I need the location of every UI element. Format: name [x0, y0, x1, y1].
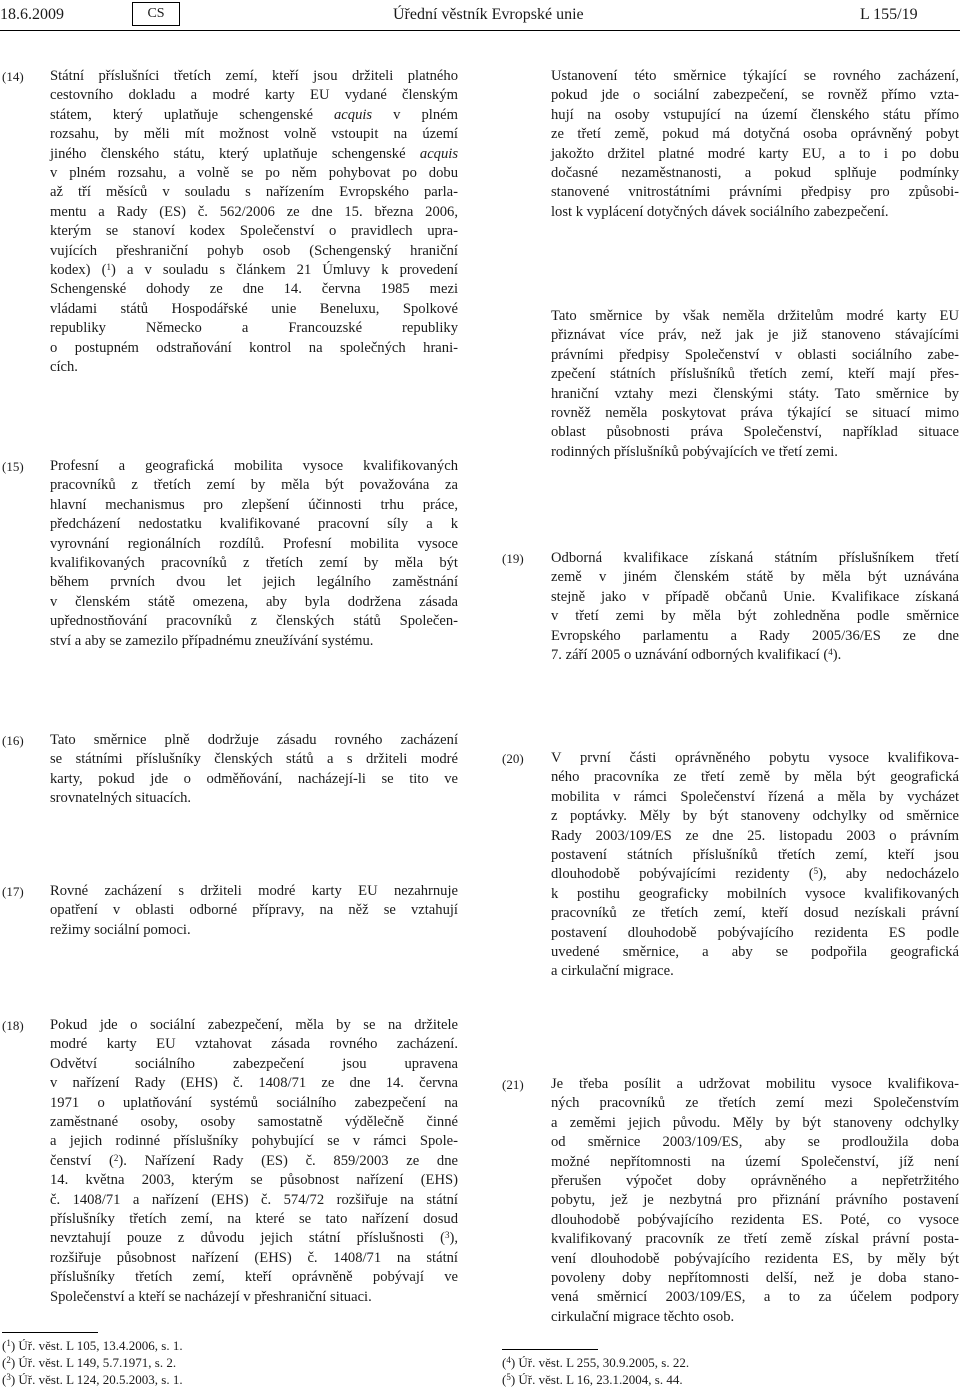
text-line: v členském státě omezena, aby byla dodržena zásada: [50, 593, 458, 610]
footnote-reference: 2: [113, 1152, 119, 1163]
text-line: Rady 2003/109/ES ze dne 25. listopadu 2003 o právním: [551, 827, 959, 844]
text-line: nevztahují pouze z důvodu jejich státní příslušnosti ($^3$),: [50, 1230, 458, 1247]
text-line: Rovné zacházení s držiteli modré karty EU nezahrnuje: [50, 883, 458, 899]
text-line: příslušníky třetích zemí, na které se tato nařízení dosud: [50, 1211, 458, 1228]
recital-number: (17): [2, 884, 24, 899]
text-line: v třetí zemi by měla být zohledněna podle směrnice: [551, 608, 959, 625]
footnote: ($^1$) Úř. věst. L 105, 13.4.2006, s. 1.: [2, 1338, 183, 1353]
text-line: o postupném odstraňování kontrol na společných hrani-: [50, 339, 458, 356]
text-line: vyrovnání regionálních rozdílů. Profesní mobilita vysoce: [50, 535, 458, 552]
text-line: Společenství a kteří se nacházejí v přeshraniční situaci.: [50, 1288, 372, 1305]
recital-number: (18): [2, 1018, 24, 1033]
recital-text: [50, 731, 458, 809]
recital-number: (21): [502, 1077, 524, 1092]
text-line: hují na osoby vstupující na území členského státu přímo: [551, 106, 959, 123]
text-line: 14. května 2003, kterým se působnost nařízení (EHS): [50, 1172, 458, 1189]
recital-text: [50, 67, 458, 378]
text-line: V první části oprávněného pobytu vysoce kvalifikova-: [551, 750, 959, 766]
footnote-reference: 1: [106, 262, 111, 273]
header-rule: [0, 30, 960, 31]
text-line: Je třeba posílit a udržovat mobilitu vysoce kvalifikova-: [551, 1076, 959, 1092]
text-line: se státními příslušníky členských států a s držiteli modré: [50, 751, 458, 768]
text-line: v nařízení Rady (EHS) č. 1408/71 ze dne 14. června: [50, 1075, 458, 1092]
text-line: stejně jako v případě občanů Unie. Kvalifikace získaná: [551, 588, 959, 605]
footnote: ($^2$) Úř. věst. L 149, 5.7.1971, s. 2.: [2, 1355, 177, 1370]
text-line: vení dlouhodobě pobývajícího rezidenta ES, by měly být: [551, 1250, 959, 1267]
text-line: povoleny doby nepřítomnosti delší, než je doba stano-: [551, 1270, 959, 1287]
text-line: cirkulační migrace těchto osob.: [551, 1308, 735, 1325]
text-line: 1971 o uplatňování systémů sociálního zabezpečení na: [50, 1094, 458, 1111]
text-line: a zeměmi jejich původu. Měly by být stanoveny odchylky: [551, 1114, 959, 1131]
recital-number: (14): [2, 69, 24, 84]
text-line: postavení dlouhodobě pobývajícího rezidenta ES podle: [551, 924, 959, 941]
recital-text: [551, 307, 959, 462]
text-line: pracovníků ze třetích zemí, kteří dosud nezískali právní: [551, 905, 959, 922]
recital-number: (20): [502, 751, 524, 766]
text-line: ných pracovníků ze třetích zemí mezi Společenstvím: [551, 1095, 959, 1112]
text-line: během prvních dvou let jejich legálního zaměstnání: [50, 574, 458, 591]
text-line: kterým se stanoví kodex Společenství o pravidlech upra-: [50, 223, 458, 240]
recital-number: (15): [2, 459, 24, 474]
text-line: pracovníků z třetích zemí by měla být považována za: [50, 477, 458, 494]
text-line: jakožto držitel platné modré karty EU, a to i po dobu: [551, 145, 959, 162]
text-line: karty, pokud jde o odměňování, nacházejí-li se tito ve: [50, 770, 458, 787]
journal-title: Úřední věstník Evropské unie: [393, 6, 584, 23]
text-line: oblast působnosti práva Společenství, například situace: [551, 424, 959, 441]
text-line: státem, který uplatňuje schengenské acquis v plném: [50, 106, 458, 123]
text-line: opatření v oblasti odborné přípravy, na něž se vztahují: [50, 902, 458, 919]
text-line: kodex) ($^1$) a v souladu s článkem 21 Úmluvy k provedení: [50, 262, 458, 279]
text-line: a jejich rodinné příslušníky pohybující se v rámci Spole-: [50, 1133, 458, 1150]
text-line: jiného členského státu, který uplatňuje schengenské acquis: [50, 145, 458, 162]
text-line: pokud jde o sociální zabezpečení, se rovněž přímo vzta-: [551, 87, 959, 104]
recital-text: [551, 1075, 959, 1327]
footnote-rule-left: [2, 1332, 98, 1333]
text-line: přerušen výpočet doby oprávněného a nepřetržitého: [551, 1173, 959, 1190]
text-line: modré karty EU vztahovat zásada rovného zacházení.: [50, 1036, 458, 1053]
text-line: možné nepřítomnosti na území Společenství, jíž není: [551, 1153, 959, 1170]
text-line: režimy sociální pomoci.: [50, 921, 191, 938]
text-line: Tato směrnice by však neměla držitelům modré karty EU: [551, 308, 959, 324]
language-badge: CS: [132, 2, 180, 26]
text-line: ného pracovníka ze třetí země by měla být geografická: [551, 769, 959, 786]
text-line: zpečení státních příslušníků třetích zemí, kteří mají přes-: [551, 366, 959, 383]
text-line: hraniční vztahy mezi členskými státy. Tato směrnice by: [551, 385, 959, 402]
text-line: dočasné nezaměstnanosti, a pokud splňuje podmínky: [551, 165, 959, 182]
recital-text: [50, 882, 458, 940]
text-line: srovnatelných situacích.: [50, 790, 192, 807]
text-line: rozšiřuje působnost nařízení (EHS) č. 1408/71 na státní: [50, 1249, 458, 1266]
text-line: Pokud jde o sociální zabezpečení, měla by se na držitele: [50, 1017, 458, 1033]
text-line: Profesní a geografická mobilita vysoce kvalifikovaných: [50, 458, 458, 474]
text-line: příslušníky třetích zemí, kteří oprávněně pobývají ve: [50, 1269, 458, 1286]
text-line: Ustanovení této směrnice týkající se rovného zacházení,: [551, 68, 959, 84]
text-line: vujících přeshraniční pohyb osob (Schengenský hraniční: [50, 242, 458, 259]
text-line: cích.: [50, 359, 78, 376]
text-line: Odborná kvalifikace získaná státním příslušníkem třetí: [551, 550, 959, 566]
footnote: ($^3$) Úř. věst. L 124, 20.5.2003, s. 1.: [2, 1372, 183, 1387]
text-line: pobytu, jež je nezbytná pro přiznání právního postavení: [551, 1192, 959, 1209]
text-line: mobilita v rámci Společenství řízená a měla by vycházet: [551, 788, 959, 805]
text-line: od směrnice 2003/109/ES, aby se prodloužila doba: [551, 1134, 959, 1151]
text-line: kvalifikovaný pracovník ze třetí země získal právní posta-: [551, 1231, 959, 1248]
recital-text: [551, 749, 959, 982]
text-line: přiznávat více práv, než jak je již stanoveno stávajícími: [551, 327, 959, 344]
recital-text: [50, 457, 458, 651]
text-line: zaměstnané osoby, osoby samostatně výdělečně činné: [50, 1114, 458, 1131]
footnote-reference: 3: [444, 1230, 450, 1241]
footnote-reference: 4: [828, 647, 833, 658]
text-line: k postihu geograficky mobilních vysoce kvalifikovaných: [551, 885, 959, 902]
text-line: v plném rozsahu, a volně se po něm pohybovat po dobu: [50, 165, 458, 182]
text-line: vládami států Hospodářské unie Beneluxu, Spolkové: [50, 300, 458, 317]
text-line: lost k vyplácení dotyčných dávek sociálního zabezpečení.: [551, 203, 889, 220]
text-line: uvedené směrnice, a aby se podpořila geografická: [551, 944, 959, 961]
text-line: dlouhodobě pobývajícími rezidenty ($^5$), aby nedocházelo: [551, 866, 959, 883]
text-line: 7. září 2005 o uznávání odborných kvalifikací ($^4$).: [551, 647, 842, 664]
text-line: čenství ($^2$). Nařízení Rady (ES) č. 859/2003 ze dne: [50, 1152, 458, 1169]
text-line: dlouhodobě pobývajícího rezidenta ES. Poté, co vysoce: [551, 1211, 959, 1228]
footnote: ($^5$) Úř. věst. L 16, 23.1.2004, s. 44.: [502, 1372, 683, 1387]
footnote-reference: 5: [813, 866, 819, 877]
text-line: upřednostňování pracovníků z členských států Společen-: [50, 613, 458, 630]
text-line: z poptávky. Měly by být stanoveny odchylky od směrnice: [551, 808, 959, 825]
text-line: republiky Německo a Francouzské republiky: [50, 320, 458, 337]
text-line: právními předpisy Společenství v oblasti sociálního zabe-: [551, 346, 959, 363]
footnote-rule-right: [502, 1349, 598, 1350]
text-line: stanovené vnitrostátními právními předpisy pro způsobi-: [551, 184, 959, 201]
recital-text: [551, 67, 959, 222]
footnote: ($^4$) Úř. věst. L 255, 30.9.2005, s. 22.: [502, 1355, 690, 1370]
text-line: mentu a Rady (ES) č. 562/2006 ze dne 15. března 2006,: [50, 203, 458, 220]
text-line: ství a aby se zamezilo případnému zneužívání systému.: [50, 632, 374, 649]
text-line: rovněž neměla poskytovat práva týkající se situací mimo: [551, 405, 959, 422]
text-line: Evropského parlamentu a Rady 2005/36/ES ze dne: [551, 627, 959, 644]
text-line: až tří měsíců v souladu s nařízením Evropského parla-: [50, 184, 458, 201]
text-line: Státní příslušníci třetích zemí, kteří jsou držiteli platného: [50, 68, 458, 84]
header-date: 18.6.2009: [0, 6, 64, 23]
text-line: Tato směrnice plně dodržuje zásadu rovného zacházení: [50, 732, 458, 748]
text-line: země v jiném členském státě by měla být uznávána: [551, 569, 959, 586]
recital-text: [50, 1016, 458, 1307]
text-line: rodinných příslušníků pobývajících ve třetí zemi.: [551, 443, 838, 460]
text-line: hlavní mechanismus pro zlepšení účinnosti trhu práce,: [50, 496, 458, 513]
recital-number: (19): [502, 551, 524, 566]
text-line: kvalifikovaných pracovníků z třetích zemí by měla být: [50, 555, 458, 572]
text-line: vená směrnicí 2003/109/ES, a to za účelem podpory: [551, 1289, 959, 1306]
text-line: Schengenské dohody ze dne 14. června 1985 mezi: [50, 281, 458, 298]
text-line: rozsahu, by měli mít možnost volně vstoupit na území: [50, 126, 458, 143]
text-line: postavení státních příslušníků třetích zemí, kteří jsou: [551, 847, 959, 864]
text-line: ze třetí země, pokud má dotyčná osoba oprávněný pobyt: [551, 126, 959, 143]
text-line: cestovního dokladu a modré karty EU vydané členským: [50, 87, 458, 104]
page-reference: L 155/19: [860, 6, 918, 23]
recital-number: (16): [2, 733, 24, 748]
text-line: předcházení nedostatku kvalifikované pracovní síly a k: [50, 516, 458, 533]
text-line: č. 1408/71 a nařízení (EHS) č. 574/72 rozšiřuje na státní: [50, 1191, 458, 1208]
text-line: Odvětví sociálního zabezpečení jsou upravena: [50, 1055, 458, 1072]
text-line: a cirkulační migrace.: [551, 963, 674, 980]
recital-text: [551, 549, 959, 665]
